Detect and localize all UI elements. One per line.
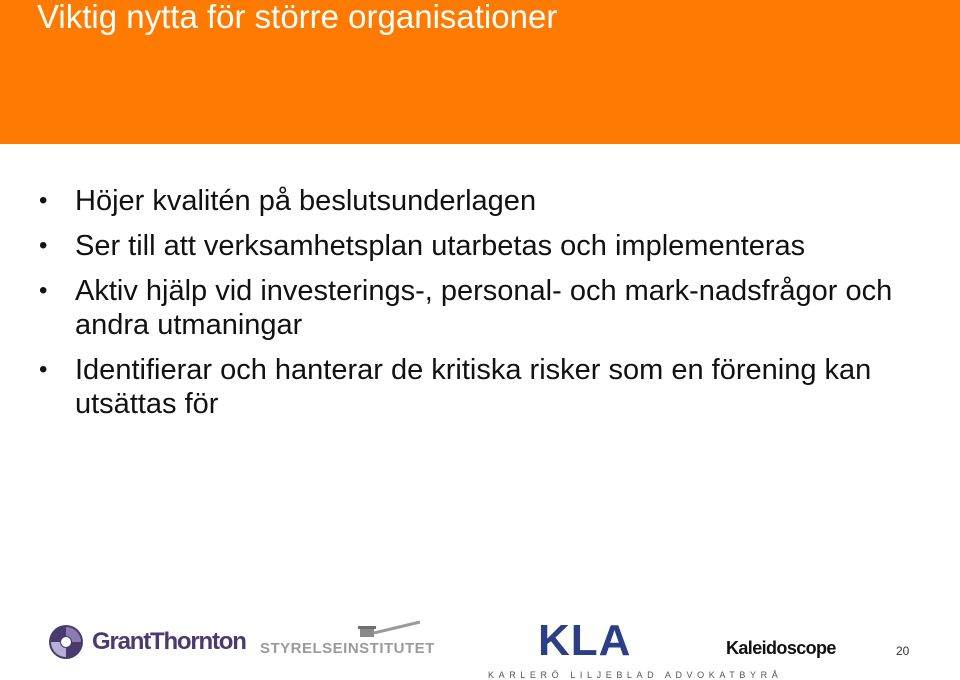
- page-number: 20: [896, 644, 910, 658]
- grant-thornton-logo: [48, 624, 246, 660]
- bullet-icon: •: [39, 232, 48, 259]
- bullet-item: [0, 184, 915, 218]
- grant-thornton-icon: [48, 624, 84, 660]
- gavel-icon: [260, 620, 490, 642]
- bullet-text: Höjer kvalitén på beslutsunderlagen: [75, 185, 537, 217]
- grant-thornton-name: GrantThornton: [92, 628, 246, 655]
- bullet-icon: •: [39, 356, 48, 383]
- bullet-icon: •: [39, 187, 48, 214]
- bullet-icon: •: [39, 277, 48, 304]
- logo-strip: [0, 610, 960, 680]
- kla-name: KLA: [538, 616, 632, 665]
- slide-title: Viktig nytta för större organisationer: [37, 0, 558, 35]
- bullet-text: Aktiv hjälp vid investerings-, personal- och mark-nadsfrågor och andra utmaningar: [75, 275, 893, 341]
- kla-subtitle: KARLERÖ LILJEBLAD ADVOKATBYRÅ: [488, 670, 783, 680]
- bullet-text: Ser till att verksamhetsplan utarbetas och implementeras: [75, 230, 806, 262]
- bullet-item: [0, 353, 915, 421]
- kaleidoscope-logo: Kaleidoscope: [726, 638, 836, 658]
- title-banner: [0, 0, 960, 144]
- styrelseinstitutet-logo: [260, 620, 490, 660]
- bullet-text: Identifierar och hanterar de kritiska risker som en förening kan utsättas för: [75, 354, 872, 420]
- bullet-list: [0, 184, 960, 432]
- bullet-item: [0, 274, 915, 342]
- styrelseinstitutet-name: STYRELSEINSTITUTET: [260, 640, 435, 657]
- bullet-item: [0, 229, 915, 263]
